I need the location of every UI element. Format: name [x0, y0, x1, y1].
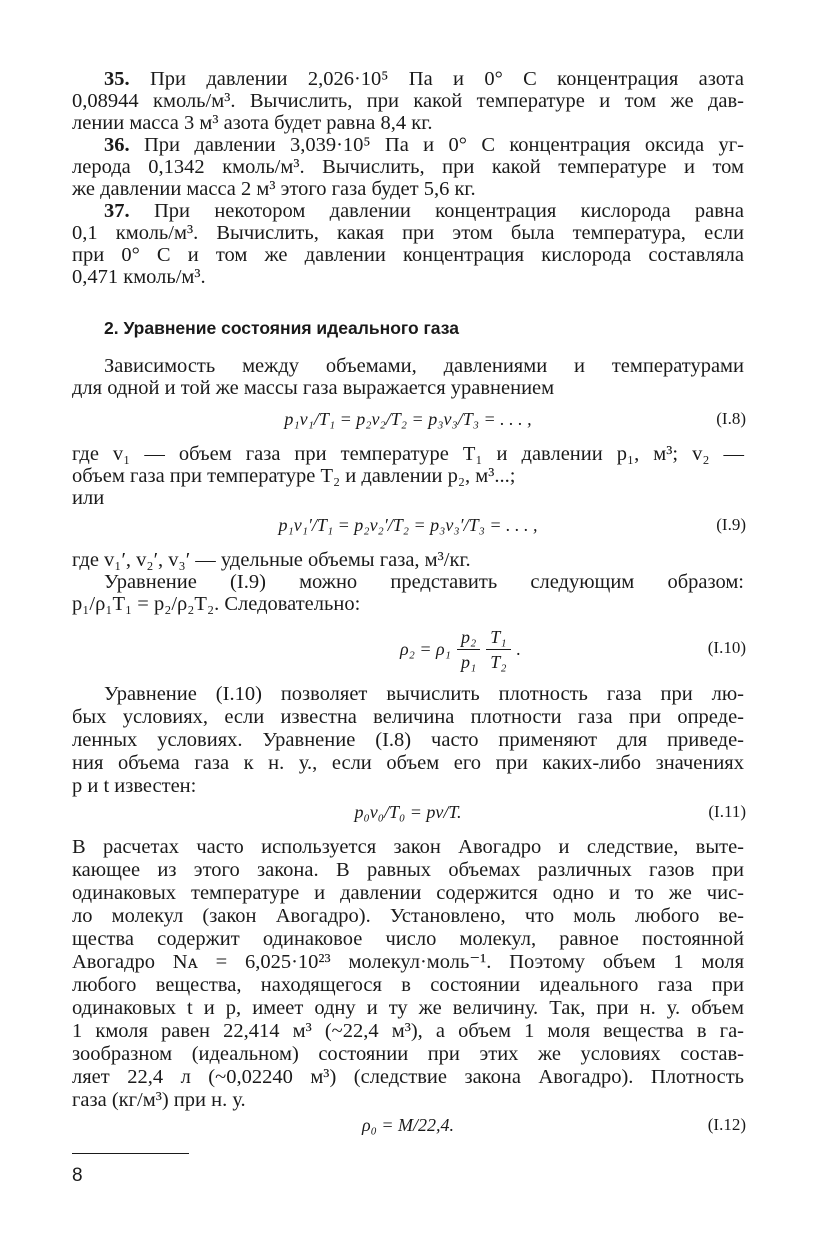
avogadro-line-11: ляет 22,4 л (~0,02240 м³) (следствие закона Авогадро). Плотность — [72, 1066, 744, 1088]
problem-number: 36. — [104, 134, 130, 156]
equation-formula: ρ₀ = M/22,4. — [361, 1115, 455, 1135]
pressure-fraction: $\frac{\text{p₂}}{\text{p₁}}$ — [457, 626, 480, 673]
problem-37-line-3: при 0° С и том же давлении концентрация кислорода составляла — [72, 244, 744, 266]
problem-36-line-3: же давлении масса 2 м³ этого газа будет 5,6 кг. — [72, 178, 476, 200]
equation-i9 — [72, 513, 744, 537]
problem-35-line-3: лении масса 3 м³ азота будет равна 8,4 кг. — [72, 112, 433, 134]
avogadro-line-5: щества содержит одинаковое число молекул, равное постоянной — [72, 928, 744, 950]
problem-number: 37. — [104, 200, 130, 222]
where-line-1: где v₁ — объем газа при температуре T₁ и давлении p₁, м³; v₂ — — [72, 443, 744, 465]
avogadro-line-6: Авогадро Nᴀ = 6,025·10²³ молекул·моль⁻¹. Поэтому объем 1 моля — [72, 951, 744, 973]
avogadro-line-4: ло молекул (закон Авогадро). Установлено, что моль любого ве- — [72, 905, 744, 927]
problem-35-line-1: 35. При давлении 2,026·10⁵ Па и 0° С концентрация азота — [104, 68, 744, 90]
problem-37-line-1: 37. При некотором давлении концентрация кислорода равна — [104, 200, 744, 222]
avogadro-line-2: кающее из этого закона. В равных объемах различных газов при — [72, 859, 744, 881]
equation-number: (I.12) — [707, 1115, 746, 1134]
avogadro-line-8: одинаковых t и p, имеет одну и ту же величину. Так, при н. у. объем — [72, 997, 744, 1019]
page-number: 8 — [72, 1165, 83, 1186]
intro-line-2: для одной и той же массы газа выражается уравнением — [72, 377, 555, 399]
problem-37-line-4: 0,471 кмоль/м³. — [72, 266, 206, 288]
para-i10-line-4: ния объема газа к н. у., если объем его при каких-либо значениях — [72, 752, 744, 774]
equation-formula: p₁v₁/T₁ = p₂v₂/T₂ = p₃v₃/T₃ = . . . , — [284, 409, 532, 429]
equation-i12 — [72, 1113, 744, 1137]
para-i10-line-2: бых условиях, если известна величина плотности газа при опреде- — [72, 706, 744, 728]
equation-i9-text-2: p₁/ρ₁T₁ = p₂/ρ₂T₂. Следовательно: — [72, 593, 361, 615]
para-i10-line-1: Уравнение (I.10) позволяет вычислить плотность газа при лю- — [104, 683, 744, 705]
equation-i8 — [72, 407, 744, 431]
equation-number: (I.9) — [716, 515, 746, 534]
equation-i10: ρ₂ = ρ₁ $\frac{\text{p₂}}{\text{p₁}}$ $\frac{\text{T₁}}{\text{T₂}}$ . (I.10) — [400, 626, 746, 672]
avogadro-line-10: зообразном (идеальном) состоянии при этих же условиях состав- — [72, 1043, 744, 1065]
problem-37-line-2: 0,1 кмоль/м³. Вычислить, какая при этом была температура, если — [72, 222, 744, 244]
footnote-divider — [72, 1153, 189, 1154]
temperature-fraction: $\frac{\text{T₁}}{\text{T₂}}$ — [486, 626, 510, 673]
equation-i11 — [72, 800, 744, 824]
equation-i9-text-1: Уравнение (I.9) можно представить следующим образом: — [104, 571, 744, 593]
equation-lhs: ρ₂ = ρ₁ — [400, 638, 451, 659]
avogadro-line-12: газа (кг/м³) при н. у. — [72, 1089, 246, 1111]
problem-36-line-1: 36. При давлении 3,039·10⁵ Па и 0° С концентрация оксида уг- — [104, 134, 744, 156]
where-line-3: или — [72, 487, 105, 509]
avogadro-line-7: любого вещества, находящегося в состоянии идеального газа при — [72, 974, 744, 996]
equation-number: (I.8) — [716, 409, 746, 428]
equation-formula: p₁v₁′/T₁ = p₂v₂′/T₂ = p₃v₃′/T₃ = . . . , — [278, 515, 538, 535]
intro-line-1: Зависимость между объемами, давлениями и температурами — [104, 355, 744, 377]
avogadro-line-1: В расчетах часто используется закон Авогадро и следствие, выте- — [72, 836, 744, 858]
equation-number: (I.10) — [707, 638, 746, 657]
specific-volumes-line: где v₁′, v₂′, v₃′ — удельные объемы газа, м³/кг. — [72, 549, 471, 571]
equation-number: (I.11) — [708, 802, 746, 821]
section-title: 2. Уравнение состояния идеального газа — [104, 318, 459, 338]
para-i10-line-3: ленных условиях. Уравнение (I.8) часто применяют для приведе- — [72, 729, 744, 751]
problem-35-line-2: 0,08944 кмоль/м³. Вычислить, при какой температуре и том же дав- — [72, 90, 744, 112]
equation-formula: p₀v₀/T₀ = pv/T. — [354, 802, 462, 822]
where-line-2: объем газа при температуре T₂ и давлении p₂, м³...; — [72, 465, 516, 487]
para-i10-line-5: p и t известен: — [72, 775, 197, 797]
avogadro-line-3: одинаковых температуре и давлении содержится одно и то же чис- — [72, 882, 744, 904]
problem-36-line-2: лерода 0,1342 кмоль/м³. Вычислить, при какой температуре и том — [72, 156, 744, 178]
problem-number: 35. — [104, 68, 130, 90]
avogadro-line-9: 1 кмоля равен 22,414 м³ (~22,4 м³), а объем 1 моля вещества в га- — [72, 1020, 744, 1042]
